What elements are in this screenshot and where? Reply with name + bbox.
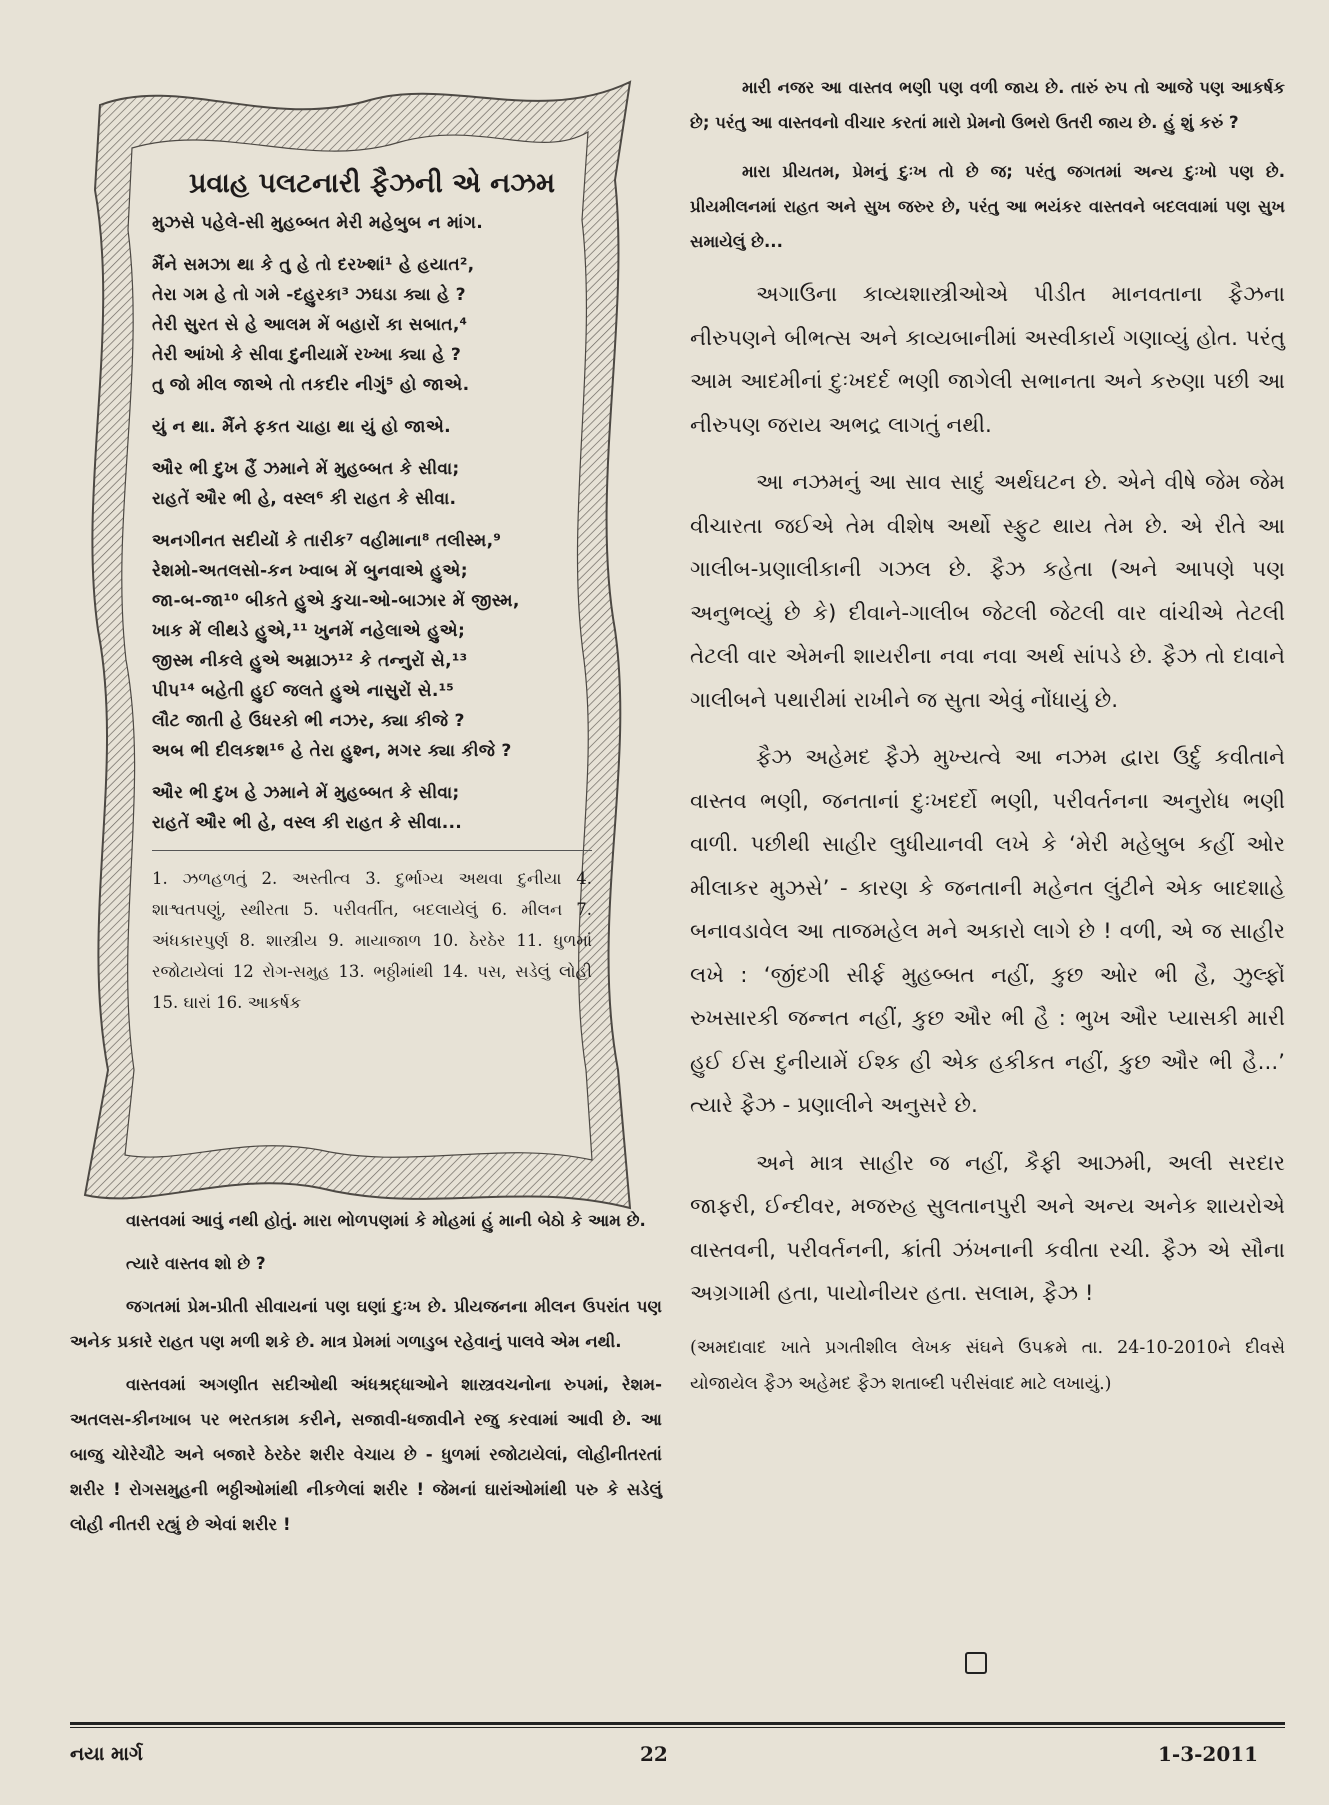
poem-stanza [152,454,592,514]
left-body-text [70,1203,662,1542]
poem-divider [152,850,592,851]
poem-stanza [152,778,592,838]
poem-stanza [152,412,592,442]
body-paragraph: વાસ્તવમાં આવું નથી હોતું. મારા ભોળપણમાં કે મોહમાં હું માની બેઠો કે આમ છે. [126,1211,646,1230]
poem-line: ઔર ભી દુખ હે ઝમાને મેં મુહબ્બત કે સીવા; [152,783,460,803]
poem-line: તેરી સુરત સે હે આલમ મેં બહારોં કા સબાત,⁴ [152,315,468,335]
end-of-article-icon [965,1652,987,1674]
poem-line: યું ન થા. મૈંને ફકત ચાહા થા યું હો જાએ. [152,417,451,437]
poem-line: ખાક મેં લીથડે હુએ,¹¹ ખુનમેં નહેલાએ હુએ; [152,621,466,641]
poem-line: ઔર ભી દુખ હૈં ઝમાને મેં મુહબ્બત કે સીવા; [152,459,460,479]
poem-glossary: 1. ઝળહળતું 2. અસ્તીત્વ 3. દુર્ભાગ્ય અથવા દુનીયા 4. શાશ્વતપણું, સ્થીરતા 5. પરીવર્તીત, બદલાયેલું 6. મીલન 7. અંધકારપુર્ણ 8. શાસ્ત્રીય 9. માયાજાળ 10. ઠેરઠેર 11. ધુળમાં રજોટાયેલાં 12 રોગ-સમુહ 13. ભઠ્ઠીમાંથી 14. પસ, સડેલું લોહી 15. ઘારાં 16. આકર્ષક [152,869,592,1012]
poem-line: રાહતેં ઔર ભી હે, વસ્લ⁶ કી રાહત કે સીવા. [152,489,457,509]
body-paragraph: આ નઝમનું આ સાવ સાદું અર્થઘટન છે. એને વીષે જેમ જેમ વીચારતા જઈએ તેમ વીશેષ અર્થો સ્ફુટ થાય તેમ છે. એ રીતે આ ગાલીબ-પ્રણાલીકાની ગઝલ છે. ફૈઝ કહેતા (અને આપણે પણ અનુભવ્યું છે કે) દીવાને-ગાલીબ જેટલી જેટલી વાર વાંચીએ તેટલી તેટલી વાર એમની શાયરીના નવા નવા અર્થ સાંપડે છે. ફૈઝ તો દાવાને ગાલીબને પથારીમાં રાખીને જ સુતા એવું નોંધાયું છે. [690,470,1285,713]
right-column [690,70,1285,1402]
issue-date: 1-3-2011 [1158,1742,1259,1766]
poem-title: પ્રવાહ પલટનારી ફૈઝની એ નઝમ [188,168,556,199]
body-paragraph: ત્યારે વાસ્તવ શો છે ? [126,1254,266,1273]
poem-line: લૌટ જાતી હે ઉધરકો ભી નઝર, ક્યા કીજે ? [152,711,465,731]
left-column [70,70,670,1550]
poem-line: તુ જો મીલ જાએ તો તકદીર નીગું⁵ હો જાએ. [152,375,470,395]
event-note: (અમદાવાદ ખાતે પ્રગતીશીલ લેખક સંઘને ઉપક્રમે તા. 24-10-2010ને દીવસે યોજાયેલ ફૈઝ અહેમદ ફૈઝ શતાબ્દી પરીસંવાદ માટે લખાયું.) [690,1337,1285,1394]
body-paragraph: ફૈઝ અહેમદ ફૈઝે મુખ્યત્વે આ નઝમ દ્વારા ઉર્દુ કવીતાને વાસ્તવ ભણી, જનતાનાં દુઃખદર્દો ભણી, પરીવર્તનના અનુરોધ ભણી વાળી. પછીથી સાહીર લુધીયાનવી લખે કે ‘મેરી મહેબુબ કહીં ઓર મીલાકર મુઝસે’ - કારણ કે જનતાની મહેનત લુંટીને એક બાદશાહે બનાવડાવેલ આ તાજમહેલ મને અકારો લાગે છે ! વળી, એ જ સાહીર લખે : ‘જીંદગી સીર્ફ મુહબ્બત નહીં, કુછ ઓર ભી હૈ, ઝુલ્ફોં રુખસારકી જન્નત નહીં, કુછ ઔર ભી હૈ : ભુખ ઔર પ્યાસકી મારી હુઈ ઈસ દુનીયામેં ઈશ્ક હી એક હકીકત નહીં, કુછ ઔર ભી હૈ...’ ત્યારે ફૈઝ - પ્રણાલીને અનુસરે છે. [690,745,1285,1118]
poem-line: રાહતેં ઔર ભી હે, વસ્લ કી રાહત કે સીવા... [152,813,462,833]
poem-line: તેરા ગમ હે તો ગમે -દહુરકા³ ઝઘડા ક્યા હે ? [152,285,466,305]
poem-line: અનગીનત સદીયોં કે તારીક⁷ વહીમાના⁸ તલીસ્મ,⁹ [152,531,502,551]
poem-content [152,168,592,1018]
magazine-name: નયા માર્ગ [70,1743,143,1765]
poem-line: પીપ¹⁴ બહેતી હુઈ જલતે હુએ નાસુરોં સે.¹⁵ [152,681,455,701]
body-paragraph: મારા પ્રીયતમ, પ્રેમનું દુઃખ તો છે જ; પરંતુ જગતમાં અન્ય દુઃખો પણ છે. પ્રીયમીલનમાં રાહત અને સુખ જરુર છે, પરંતુ આ ભયંકર વાસ્તવને બદલવામાં પણ સુખ સમાયેલું છે... [690,162,1285,251]
page-number: 22 [640,1742,668,1766]
body-paragraph: જગતમાં પ્રેમ-પ્રીતી સીવાયનાં પણ ઘણાં દુઃખ છે. પ્રીયજનના મીલન ઉપરાંત પણ અનેક પ્રકારે રાહત પણ મળી શકે છે. માત્ર પ્રેમમાં ગળાડુબ રહેવાનું પાલવે એમ નથી. [70,1297,662,1351]
body-paragraph: અગાઉના કાવ્યશાસ્ત્રીઓએ પીડીત માનવતાના ફૈઝના નીરુપણને બીભત્સ અને કાવ્યબાનીમાં અસ્વીકાર્ય ગણાવ્યું હોત. પરંતુ આમ આદમીનાં દુઃખદર્દ ભણી જાગેલી સભાનતા અને કરુણા પછી આ નીરુપણ જરાય અભદ્ર લાગતું નથી. [690,282,1285,438]
poem-line: જા-બ-જા¹⁰ બીકતે હુએ કુચા-ઓ-બાઝાર મેં જીસ્મ, [152,591,520,611]
body-paragraph: મારી નજર આ વાસ્તવ ભણી પણ વળી જાય છે. તારું રુપ તો આજે પણ આકર્ષક છે; પરંતુ આ વાસ્તવનો વીચાર કરતાં મારો પ્રેમનો ઉભરો ઉતરી જાય છે. હું શું કરું ? [690,78,1285,132]
poem-line: મુઝસે પહેલે-સી મુહબ્બત મેરી મહેબુબ ન માંગ. [152,213,484,233]
footer-divider [70,1722,1285,1725]
poem-stanza [152,250,592,400]
poem-line: અબ ભી દીલકશ¹⁶ હે તેરા હુશ્ન, મગર ક્યા કીજે ? [152,741,512,761]
poem-box [70,70,650,1215]
poem-line: તેરી આંખો કે સીવા દુનીયામેં રખ્ખા ક્યા હે ? [152,345,462,365]
poem-line: રેશમો-અતલસો-કન ખ્વાબ મેં બુનવાએ હુએ; [152,561,468,581]
footer-divider [70,1727,1285,1728]
poem-line: જીસ્મ નીકલે હુએ અમ્રાઝ¹² કે તન્નુરોં સે,¹³ [152,651,468,671]
body-paragraph: અને માત્ર સાહીર જ નહીં, કૈફી આઝમી, અલી સરદાર જાફરી, ઈન્દીવર, મજરુહ સુલતાનપુરી અને અન્ય અનેક શાયરોએ વાસ્તવની, પરીવર્તનની, ક્રાંતી ઝંખનાની કવીતા રચી. ફૈઝ એ સૌના અગ્રગામી હતા, પાયોનીયર હતા. સલામ, ફૈઝ ! [690,1150,1285,1306]
poem-line: મૈંને સમઝા થા કે તુ હે તો દરખ્શાં¹ હે હયાત², [152,255,475,275]
poem-stanza [152,526,592,766]
poem-stanza [152,208,592,238]
body-paragraph: વાસ્તવમાં અગણીત સદીઓથી અંધશ્રદ્ધાઓને શાસ્ત્રવચનોના રુપમાં, રેશમ-અતલસ-કીનખાબ પર ભરતકામ કરીને, સજાવી-ધજાવીને રજુ કરવામાં આવી છે. આ બાજુ ચોરેચૌટે અને બજારે ઠેરઠેર શરીર વેચાય છે - ધુળમાં રજોટાયેલાં, લોહીનીતરતાં શરીર ! રોગસમુહની ભઠ્ઠીઓમાંથી નીકળેલાં શરીર ! જેમનાં ઘારાંઓમાંથી પરુ કે સડેલું લોહી નીતરી રહ્યું છે એવાં શરીર ! [70,1375,662,1534]
